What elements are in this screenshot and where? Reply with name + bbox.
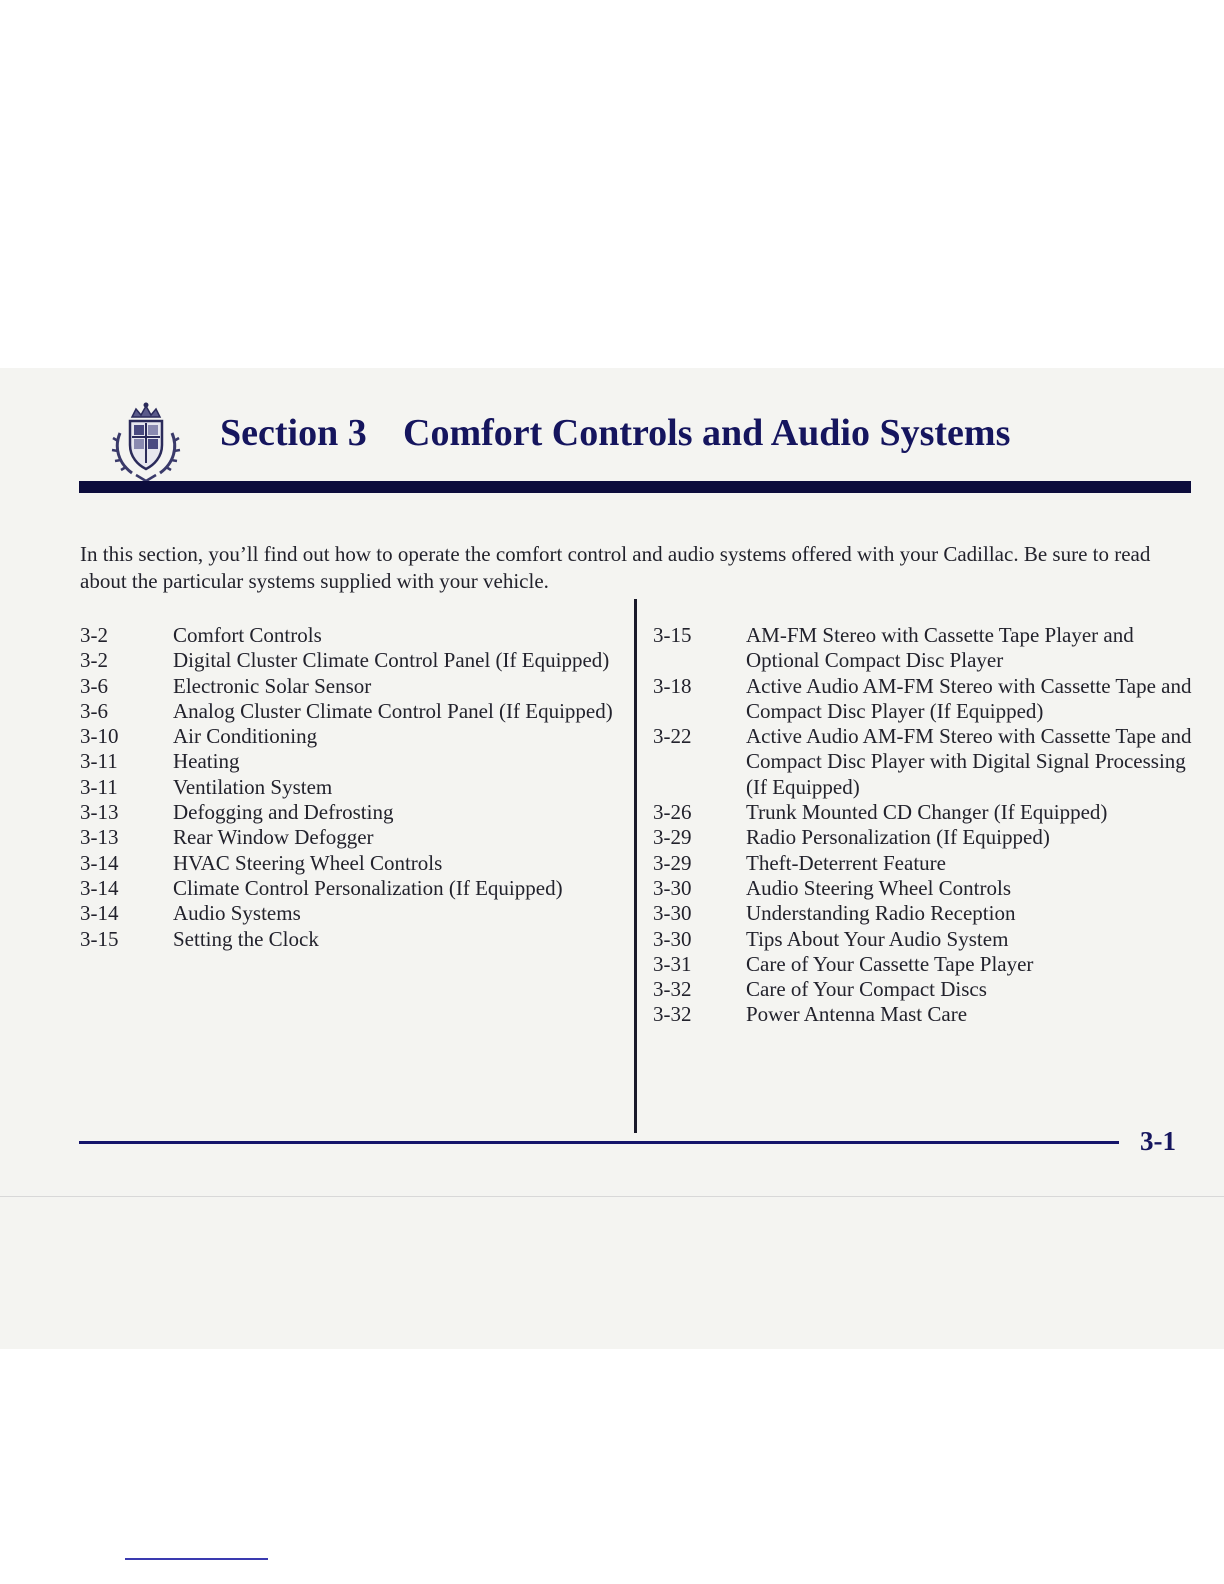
toc-entry bbox=[80, 724, 620, 749]
toc-page-number: 3-13 bbox=[80, 800, 119, 825]
toc-entry-title: Climate Control Personalization (If Equipped) bbox=[173, 875, 563, 900]
header-rule bbox=[79, 481, 1191, 493]
toc-entry bbox=[80, 927, 620, 952]
toc-entry bbox=[80, 648, 620, 673]
toc-entry bbox=[653, 977, 1193, 1002]
toc-entry-title: Comfort Controls bbox=[173, 623, 322, 647]
toc-entry bbox=[653, 952, 1193, 977]
toc-entry-title: Tips About Your Audio System bbox=[746, 926, 1009, 951]
toc-page-number: 3-15 bbox=[653, 623, 692, 647]
footer-rule bbox=[79, 1141, 1119, 1144]
toc-page-number: 3-11 bbox=[80, 774, 118, 799]
section-title-text: Comfort Controls and Audio Systems bbox=[403, 412, 1011, 454]
toc-entry bbox=[80, 674, 620, 699]
bottom-mark bbox=[125, 1558, 268, 1560]
toc-entry-title: Radio Personalization (If Equipped) bbox=[746, 825, 1050, 850]
toc-page-number: 3-14 bbox=[80, 875, 119, 900]
toc-page-number: 3-10 bbox=[80, 724, 119, 749]
toc-entry bbox=[653, 927, 1193, 952]
toc-entry bbox=[80, 775, 620, 800]
toc-entry-title: Audio Steering Wheel Controls bbox=[746, 875, 1011, 900]
toc-entry bbox=[653, 623, 1193, 674]
page-title bbox=[220, 410, 1010, 456]
toc-entry-title: Setting the Clock bbox=[173, 926, 319, 951]
band-edge bbox=[0, 1196, 1224, 1197]
toc-right-column bbox=[653, 623, 1193, 1028]
toc-entry bbox=[653, 825, 1193, 850]
toc-page-number: 3-26 bbox=[653, 800, 692, 825]
toc-entry-title: Ventilation System bbox=[173, 774, 333, 799]
section-label: Section 3 bbox=[220, 412, 367, 454]
toc-entry-title: Understanding Radio Reception bbox=[746, 901, 1016, 926]
toc-entry-title: Power Antenna Mast Care bbox=[746, 1002, 968, 1027]
toc-entry bbox=[653, 851, 1193, 876]
toc-entry bbox=[653, 901, 1193, 926]
toc-entry-title: AM-FM Stereo with Cassette Tape Player and Optional Compact Disc Player bbox=[746, 623, 1134, 673]
toc-entry bbox=[653, 876, 1193, 901]
toc-page-number: 3-13 bbox=[80, 825, 119, 850]
toc-entry bbox=[653, 724, 1193, 800]
intro-paragraph: In this section, you’ll find out how to operate the comfort control and audio systems offered with your Cadillac. Be sure to read about the particular systems supplied with your vehicle. bbox=[80, 542, 1151, 593]
toc-entry bbox=[80, 876, 620, 901]
toc-entry-title: Electronic Solar Sensor bbox=[173, 673, 372, 698]
toc-page-number: 3-32 bbox=[653, 1002, 692, 1027]
toc-page-number: 3-14 bbox=[80, 850, 119, 875]
page-number: 3-1 bbox=[1140, 1126, 1176, 1156]
toc-entry bbox=[653, 674, 1193, 725]
column-divider bbox=[634, 599, 637, 1133]
toc-entry-title: Active Audio AM-FM Stereo with Cassette Tape and Compact Disc Player (If Equipped) bbox=[746, 673, 1192, 723]
toc-page-number: 3-11 bbox=[80, 749, 118, 774]
toc-entry-title: Analog Cluster Climate Control Panel (If Equipped) bbox=[173, 698, 613, 723]
toc-entry bbox=[80, 901, 620, 926]
toc-page-number: 3-6 bbox=[80, 673, 108, 698]
toc-page-number: 3-29 bbox=[653, 825, 692, 850]
toc-page-number: 3-31 bbox=[653, 951, 692, 976]
toc-entry-title: Trunk Mounted CD Changer (If Equipped) bbox=[746, 800, 1108, 825]
toc-entry-title: Care of Your Cassette Tape Player bbox=[746, 951, 1034, 976]
toc-page-number: 3-30 bbox=[653, 926, 692, 951]
toc-page-number: 3-15 bbox=[80, 926, 119, 951]
toc-page-number: 3-18 bbox=[653, 673, 692, 698]
toc-entry-title: Theft-Deterrent Feature bbox=[746, 850, 946, 875]
toc-entry-title: Digital Cluster Climate Control Panel (If Equipped) bbox=[173, 648, 610, 673]
toc-page-number: 3-14 bbox=[80, 901, 119, 926]
toc-entry bbox=[80, 800, 620, 825]
cadillac-crest-icon bbox=[106, 393, 186, 489]
toc-entry bbox=[80, 623, 620, 648]
toc-page-number: 3-2 bbox=[80, 648, 108, 673]
toc-left-column bbox=[80, 623, 620, 952]
toc-page-number: 3-30 bbox=[653, 901, 692, 926]
toc-page-number: 3-2 bbox=[80, 623, 108, 647]
toc-entry bbox=[80, 825, 620, 850]
toc-entry bbox=[80, 699, 620, 724]
toc-page-number: 3-6 bbox=[80, 698, 108, 723]
toc-page-number: 3-29 bbox=[653, 850, 692, 875]
toc-entry-title: Rear Window Defogger bbox=[173, 825, 374, 850]
toc-entry bbox=[80, 851, 620, 876]
toc-entry-title: Active Audio AM-FM Stereo with Cassette Tape and Compact Disc Player with Digital Signal Processing (If Equipped) bbox=[746, 724, 1192, 799]
toc-entry-title: Defogging and Defrosting bbox=[173, 800, 394, 825]
toc-entry bbox=[653, 1002, 1193, 1027]
toc-entry-title: Air Conditioning bbox=[173, 724, 318, 749]
toc-entry-title: Care of Your Compact Discs bbox=[746, 977, 987, 1002]
toc-entry-title: HVAC Steering Wheel Controls bbox=[173, 850, 443, 875]
toc-page-number: 3-22 bbox=[653, 724, 692, 749]
toc-entry bbox=[80, 749, 620, 774]
toc-entry bbox=[653, 800, 1193, 825]
toc-page-number: 3-30 bbox=[653, 875, 692, 900]
toc-entry-title: Heating bbox=[173, 749, 240, 774]
toc-entry-title: Audio Systems bbox=[173, 901, 301, 926]
toc-page-number: 3-32 bbox=[653, 977, 692, 1002]
